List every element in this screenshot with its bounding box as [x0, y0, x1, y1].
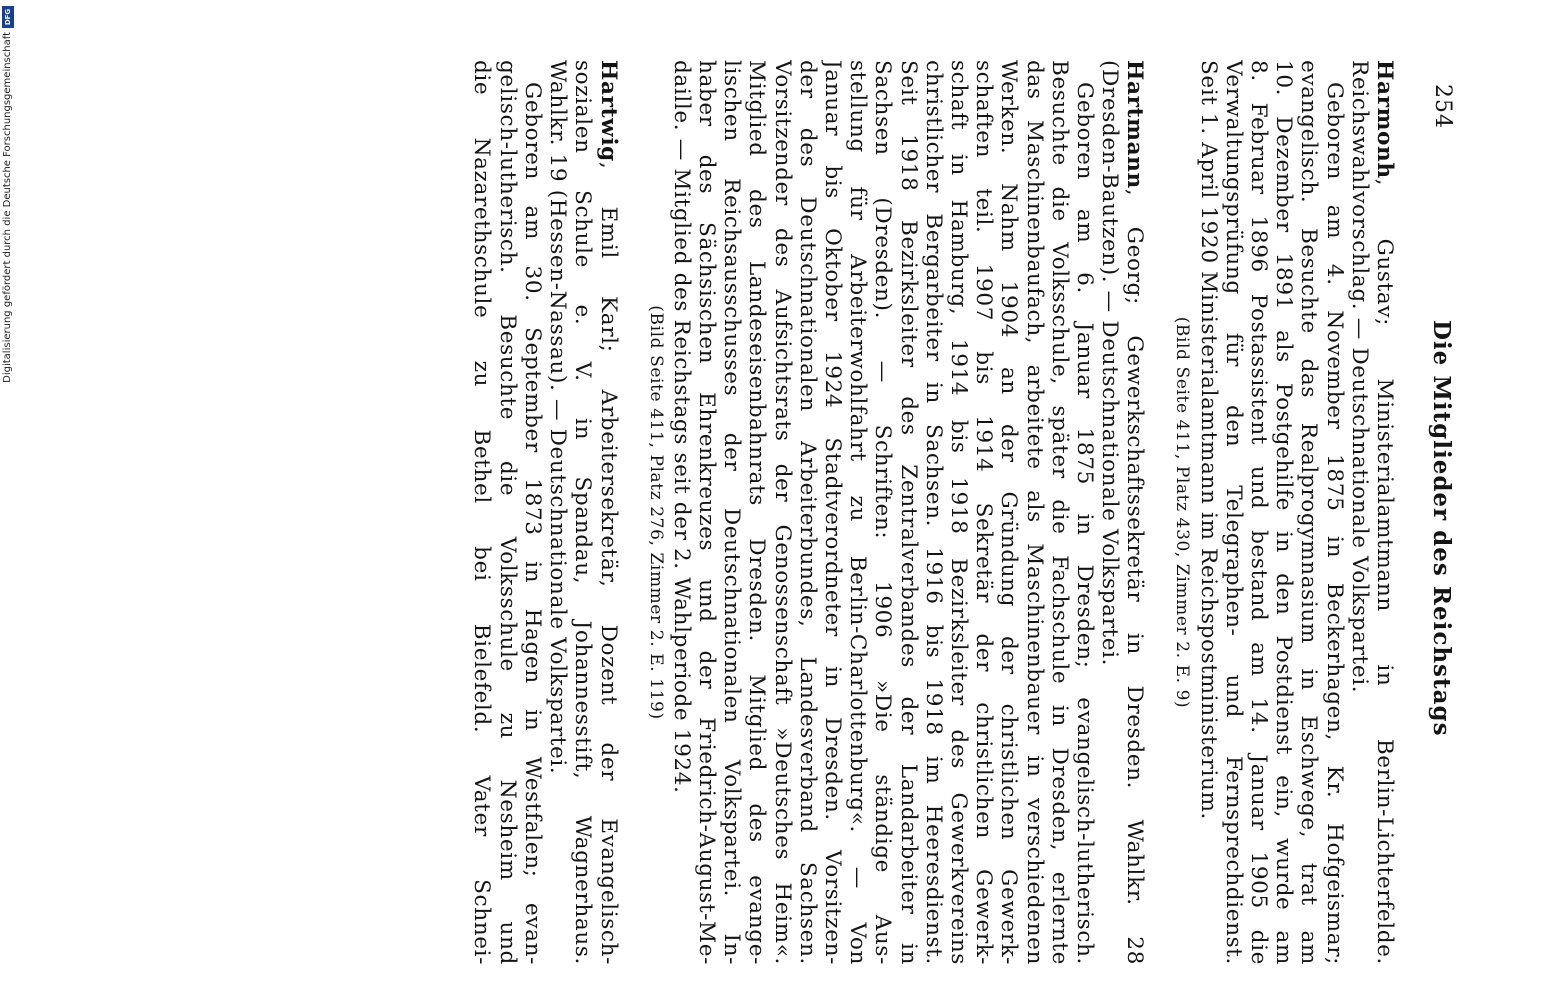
entry-line: Geboren am 30. September 1873 in Hagen in Westfalen; evan- [519, 82, 545, 965]
entry-line: das Maschinenbaufach, arbeitete als Maschinenbauer in verschiedenen [1021, 60, 1047, 965]
entry-line: (Dresden-Bautzen). — Deutschnationale Volkspartei. [1097, 60, 1123, 667]
running-head: Die Mitglieder des Reichstags [1428, 320, 1455, 737]
entry-hartmann [645, 60, 1148, 965]
entry-line: evangelisch. Besuchte das Realprogymnasium in Eschwege, trat am [1296, 60, 1322, 965]
entry-line: der des Deutschnationalen Arbeiterbundes, Landesverband Sachsen. [794, 60, 820, 965]
member-surname: Hartmann [1122, 60, 1148, 189]
entry-line: Hartwig, Emil Karl; Arbeitersekretär, Dozent der Evangelisch- [595, 60, 621, 965]
entry-line: christlicher Bergarbeiter in Sachsen. 1916 bis 1918 im Heeresdienst. [920, 60, 946, 965]
entry-line: schaften teil. 1907 bis 1914 Sekretär der christlichen Gewerk- [971, 60, 997, 965]
entry-line: Harmonh, Gustav; Ministerialamtmann in Berlin-Lichterfelde. [1372, 60, 1397, 965]
entry-line: Sachsen (Dresden). — Schriften: 1906 »Die ständige Aus- [870, 60, 896, 965]
entry-line: Geboren am 4. November 1875 in Beckerhagen, Kr. Hofgeismar; [1321, 82, 1347, 965]
document-body [445, 60, 1397, 965]
entry-line: 10. Dezember 1891 als Postgehilfe in den Postdienst ein, wurde am [1271, 60, 1297, 965]
page-number: 254 [1430, 84, 1455, 129]
digitization-credit [0, 0, 16, 1000]
entry-line: stellung für Arbeiterwohlfahrt zu Berlin-Charlottenburg«. — Von [845, 60, 871, 965]
entry-line: Januar bis Oktober 1924 Stadtverordneter in Dresden. Vorsitzen- [819, 60, 845, 965]
digitization-credit-strip [0, 0, 16, 1000]
entry-harmonh [1171, 60, 1397, 965]
entry-line: Verwaltungsprüfung für den Telegraphen- und Fernsprechdienst. [1220, 60, 1246, 965]
entry-line: lischen Reichsausschusses der Deutschnationalen Volkspartei. In- [719, 60, 745, 965]
entry-line: Hartmann, Georg; Gewerkschaftssekretär in Dresden. Wahlkr. 28 [1122, 60, 1148, 965]
entry-line: Mitglied des Landeseisenbahnrats Dresden. Mitglied des evange- [744, 60, 770, 965]
member-surname: Hartwig [595, 60, 621, 162]
entry-line: Seit 1918 Bezirksleiter des Zentralverbandes der Landarbeiter in [895, 60, 921, 965]
entry-line: 8. Februar 1896 Postassistent und bestand am 14. Januar 1905 die [1245, 60, 1271, 965]
entry-line: Reichswahlvorschlag. — Deutschnationale Volkspartei. [1346, 60, 1372, 694]
entry-line: daille. — Mitglied des Reichstags seit der 2. Wahlperiode 1924. [668, 60, 694, 794]
entry-line: die Nazarethschule zu Bethel bei Bielefeld. Vater Schnei- [469, 60, 495, 965]
entry-line: sozialen Schule e. V. in Spandau, Johannesstift, Wagnerhaus. [570, 60, 596, 965]
entry-line: Besuchte die Volksschule, später die Fachschule in Dresden, erlernte [1046, 60, 1072, 965]
entry-line: haber des Sächsischen Ehrenkreuzes und der Friedrich-August-Me- [693, 60, 719, 965]
page-header [1415, 0, 1455, 1000]
entry-line: schaft in Hamburg, 1914 bis 1918 Bezirksleiter des Gewerkvereins [945, 60, 971, 965]
dfg-logo: DFG [2, 6, 14, 28]
image-reference: (Bild Seite 411, Platz 276, Zimmer 2. E. 119) [645, 305, 666, 720]
member-surname: Harmonh [1372, 60, 1397, 179]
entry-line: Vorsitzender des Aufsichtsrats der Genossenschaft »Deutsches Heim«. [769, 60, 795, 965]
credit-text: Digitalisierung gefördert durch die Deutsche Forschungsgemeinschaft [2, 32, 13, 383]
entry-line: Werken. Nahm 1904 an der Gründung der christlichen Gewerk- [996, 60, 1022, 965]
entry-line: Seit 1. April 1920 Ministerialamtmann im Reichspostministerium. [1195, 60, 1221, 821]
image-reference: (Bild Seite 411, Platz 430, Zimmer 2. E. 9) [1172, 316, 1193, 709]
entry-line: Geboren am 6. Januar 1875 in Dresden; evangelisch-lutherisch. [1071, 82, 1097, 965]
entry-line: Wahlkr. 19 (Hessen-Nassau). — Deutschnationale Volkspartei. [545, 60, 571, 775]
entry-hartwig [469, 60, 620, 965]
entry-line: gelisch-lutherisch. Besuchte die Volksschule zu Nesheim und [494, 60, 520, 965]
